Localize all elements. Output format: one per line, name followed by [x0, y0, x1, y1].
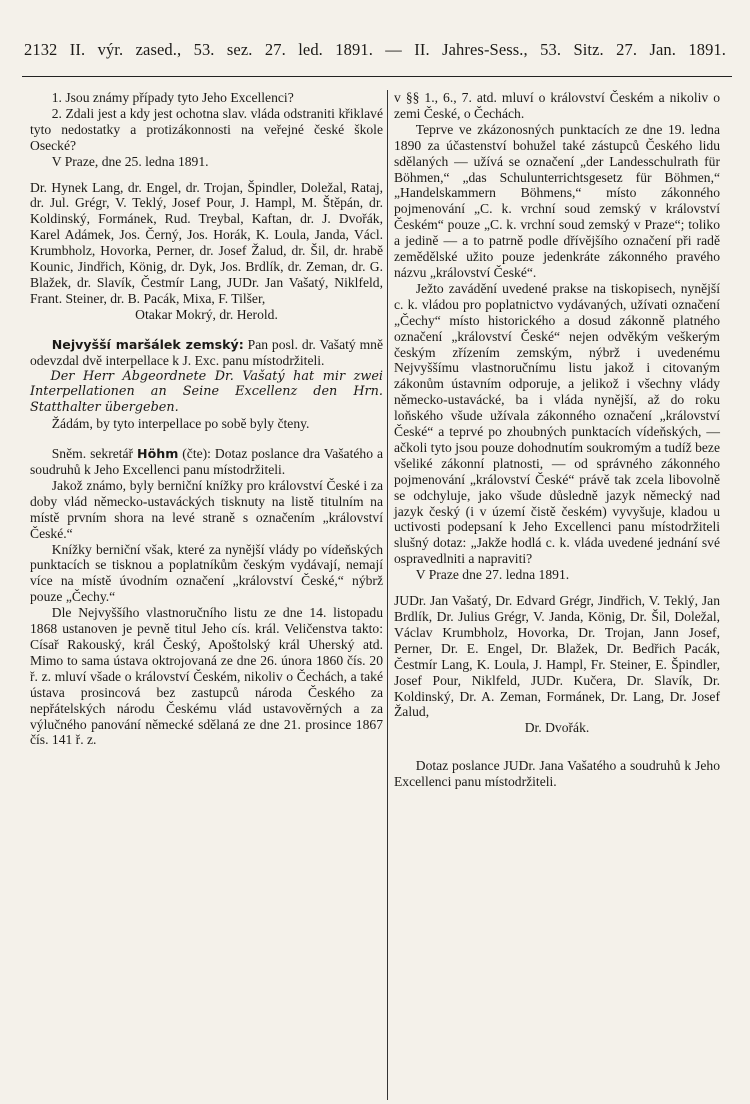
german-remark: Der Herr Abgeordnete Dr. Vašatý hat mir zwei Interpellationen an Seine Excellenz den Hrn. Statthalter übergeben. — [30, 368, 383, 416]
paragraph-tax-books: Jakož známo, byly berniční knížky pro království České i za doby vlád německo-ustaváckých tisknuty na listě titulním na místě prvním shora na levé straně s označením „království České.“ — [30, 477, 383, 541]
signatories-last: Otakar Mokrý, dr. Herold. — [135, 306, 278, 322]
signatories-2: JUDr. Jan Vašatý, Dr. Edvard Grégr, Jindřich, V. Teklý, Jan Brdlík, Dr. Julius Grégr, V. Janda, König, Dr. Šil, Doležal, Václav Krumbholz, Hovorka, Dr. Trojan, Jann Josef, Perner, Dr. E. Engel, Dr. Blažek, Dr. Bedřich Pacák, Čestmír Lang, K. Loula, J. Hampl, Fr. Steiner, E. Špindler, Josef Pour, Niklfeld, JUDr. Kučera, Dr. Slavík, Dr. Koldinský, Dr. A. Zeman, Formánek, Dr. Lang, Dr. Josef Žalud, — [394, 593, 720, 720]
paragraph-current-books: Knížky berniční však, které za nynější vlády po vídeňských punktacích se tisknou a poplatníkům českým vydávají, nemají více na místě úvodním označení „království České,“ nýbrž pouze „Čechy.“ — [30, 541, 383, 605]
speaker-marshal: Nejvyšší maršálek zemský: — [51, 336, 244, 352]
header-rule — [22, 76, 732, 77]
secretary-reading — [30, 446, 383, 478]
paragraph-imperial-letter: Dle Nejvyššího vlastnoručního listu ze dne 14. listopadu 1868 ustanoven je pevně titul Jeho cís. král. Veličenstva takto: Císař Rakouský, král Český, Apoštolský král Uherský atd. Mimo to sama ústava oktrojovaná ze dne 26. února 1860 čís. 20 ř. z. mluví všade o království Českém, nikoliv o Čechách, a také ústava prosincová bez zastupců národa Českého za nepřátelských národu Českému vlád ustavověrných a za výlučného panování německé sdělaná ze dne 21. prosince 1867 čís. 141 ř. z. — [30, 605, 383, 748]
signatories: Dr. Hynek Lang, dr. Engel, dr. Trojan, Špindler, Doležal, Rataj, dr. Jul. Grégr, V. Teklý, Josef Pour, J. Hampl, M. Štěpán, dr. Koldinský, Formánek, Rud. Treybal, Kaftan, dr. J. Dvořák, Karel Adámek, Jos. Černý, Jos. Horák, K. Loula, Janda, Václ. Krumbholz, Hovorka, Perner, dr. Josef Žalud, dr. Šil, dr. hrabě Kounic, Jindřich, König, dr. Dyk, Jos. Brdlík, dr. Zeman, dr. G. Blažek, dr. Slavík, Čestmír Lang, JUDr. Jan Vašatý, Niklfeld, Frant. Steiner, dr. B. Pacák, Mixa, F. Tilšer, — [30, 179, 383, 306]
speaker-secretary: Höhm — [137, 446, 179, 462]
marshal-remark — [30, 337, 383, 369]
signatories-2-last: Dr. Dvořák. — [524, 720, 590, 736]
paragraph-punctations: Teprve ve zkázonosných punktacích ze dne 19. ledna 1890 za účastenství bohužel také zástupců Českého lidu sdělaných — užívá se označení „der Landesschulrath für Böhmen,“ „das Schulunterrichtsgesetz für Böhmen,“ „Handelskammern Böhmens,“ místo zákonného pojmenování „C. k. vrchní soud zemský v království Českém“ pouze „C. k. vrchní soud zemský v Praze“; toliko a jedině — a to patrně podle dřívějšího označení při radě zemědělské užito pouze jedenkráte zákonného pravého názvu „království České“. — [394, 121, 720, 280]
date-line: V Praze, dne 25. ledna 1891. — [51, 153, 209, 169]
question-1: 1. Jsou známy případy tyto Jeho Excellenci? — [51, 90, 294, 105]
secretary-reading-text: (čte): Dotaz poslance dra Vašatého a soudruhů k Jeho Excellenci panu místodržiteli. — [30, 446, 383, 478]
right-column — [394, 90, 720, 790]
request-reading: Žádám, by tyto interpellace po sobě byly čteny. — [51, 416, 310, 432]
secretary-title: Sněm. sekretář — [51, 446, 138, 462]
continuation: v §§ 1., 6., 7. atd. mluví o království Českém a nikoliv o zemi České, o Čechách. — [394, 90, 720, 121]
marshal-remark-text: Pan posl. dr. Vašatý mně odevzdal dvě interpellace k J. Exc. panu místodržiteli. — [30, 336, 383, 368]
left-column — [30, 90, 383, 748]
column-divider — [387, 90, 388, 1100]
date-line-2: V Praze dne 27. ledna 1891. — [415, 567, 570, 583]
question-2: 2. Zdali jest a kdy jest ochotna slav. vláda odstraniti křiklavé tyto nedostatky a protizákonnosti na veřejné české škole Osecké? — [30, 105, 383, 153]
running-header: 2132 II. výr. zased., 53. sez. 27. led. 1891. — II. Jahres-Sess., 53. Sitz. 27. Jan. 1891. — [24, 40, 726, 59]
paragraph-practice: Ježto zavádění uvedené prakse na tiskopisech, nynější c. k. vládou pro poplatnictvo vydávaných, užívati označení „Čechy“ místo historického a dosud zákonně platného označení „království České“ nejen odvěkým veškerým českým zřízením zemským, nýbrž i uvedenému Nejvyššímu vlastnoručnímu listu jakož i citovaným zákonům ústavním odporuje, a jelikož i všechny vlády německo-ustavácké, ba i vláda nynější, až do roku loňského všude užívala zákonného označení „království České“ a teprvé po zhoubných punktacích vídeňských, — ačkoli tyto jsou pouze dohodnutím soukromým a tudíž beze všeliké zákonní platnosti, — od správného zákonného pojmenování „království České“ právě tak zcela libovolně se odchyluje, jako všude důsledně jazyk německý nad jazyk český (i v území čistě českém) vyvyšuje, kladou u uctivosti podepsaní k Jeho Excellenci panu místodržiteli slušný dotaz: „Jakže hodlá c. k. vláda uvedené jednání své ospravedlniti a napraviti? — [394, 280, 720, 567]
inquiry-title: Dotaz poslance JUDr. Jana Vašatého a soudruhů k Jeho Excellenci panu místodržiteli. — [394, 758, 720, 790]
